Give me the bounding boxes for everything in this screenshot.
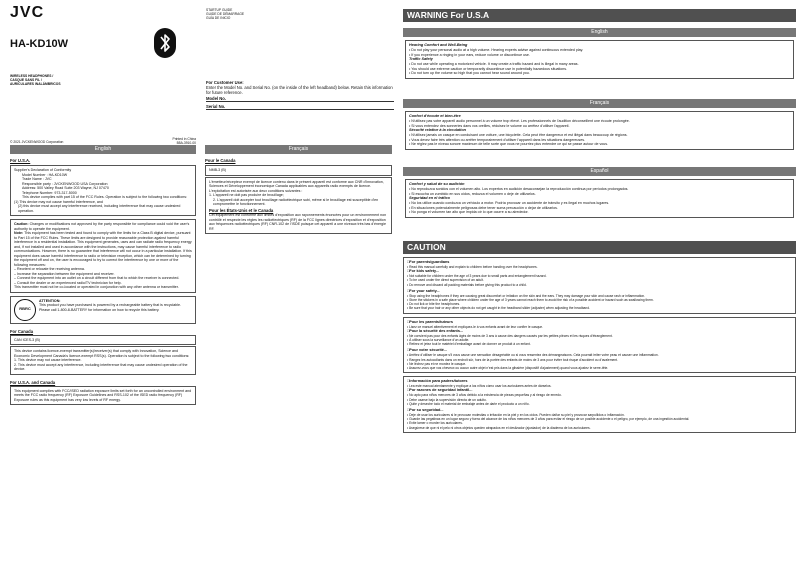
customer-use-text: Enter the Model No. and Serial No. (on the inside of the left headband) below. Retain this information for future reference. [206,85,393,95]
caution-title: CAUTION [403,241,796,254]
brand-logo: JVC [10,4,45,21]
english-column [10,158,196,405]
caution-box-fr: □Pour les parents/tuteurs • Lisez ce manuel attentivement et expliquez-le à vos enfants avant de leur confier le casque. □Pour la sécurité des enfants... • Ne convient pas pour des enfants âgés de moins de 3 ans à cause des dangers causés par les petites pièces et les risques d'étranglement. • À utiliser sous la surveillance d'un adulte. • Retirez et jetez tout le matériel d'emballage avant de donner ce produit à un enfant. □Pour votre sécurité... • Arrêtez d'utiliser le casque s'il vous cause une sensation désagréable ou si vous ressentez des démangeaisons. Cela pourrait irriter votre peau et causer une inflammation. • Rangez les autocollants dans un endroit sûr, hors de la portée des enfants de moins de 3 ans pour éviter tout risque d'accident ou d'avalement. • Ne léchez pas et ne mordez le casque. • Assurez-vous que vos cheveux ou aucun autre objet n'est pris dans la glissière (dispositif d'ajustement) quand vous ajustez le serre-tête. [403,317,796,374]
model-no-label: Model No. [206,96,394,102]
fr-usa-canada-heading: Pour les États-Unis et le Canada [209,207,274,213]
serial-no-label: Serial No. [206,104,394,110]
fr-canada-box: L'émetteur/récepteur exempt de licence contenu dans le présent appareil est conforme aux CNR d'Innovation, Sciences et Développement économique Canada applicables aux appareils radio exempts de licence. L'exploitation est autorisée aux deux conditions suivantes : 1. L'appareil ne doit pas produire de brouillage; 2. L'appareil doit accepter tout brouillage radioélectrique subi, même si le brouillage est susceptible d'en compromettre le fonctionnement. Pour les États-Unis et le Canada Cet équipement est conforme aux limites d'exposition aux rayonnements énoncées pour un environnement non contrôlé et respecte les règles les radioélectriques (RF) de la FCC lignes directrices d'exposition et d'exposition aux fréquences radioélectriques (RF) CNR-102 de l'ISDE puisque cet appareil a une niveaux très bas d'énergie RF. [205,177,392,235]
warning-english: English Hearing Comfort and Well-Being • Do not play your personal audio at a high volume. Hearing experts advise against continuous extended play. • If you experience a ringing in your ears, reduce volume or discontinue use. Traffic Safety • Do not use while operating a motorized vehicle. It may create a traffic hazard and is illegal in many areas. • You should use extreme caution or temporarily discontinue use in potentially hazardous situations. • Do not turn up the volume so high that you cannot hear sound around you. [403,28,796,79]
customer-use-title: For Customer Use: [206,80,244,85]
guide-lines: STARTUP GUIDE GUIDE DE DÉMARRAGE GUÍA DE INICIO [206,8,245,21]
french-column [205,158,392,234]
caution-body [403,257,796,433]
caution-box-en: □For parents/guardians • Read this manual carefully and explain to children before handing over the headphones. □For kids safety... • Not suitable for children under the age of 3 years due to small parts and entanglement hazard. • To be used under the direct supervision of an adult. • Do remove and discard all packing materials before giving this product to a child. □For your safety... • Stop using the headphones if they are causing great discomfort or irritation on the skin and the ears. They may damage your skin and cause rash or inflammation. • Store the stickers in a safe place where children under the age of 3 years cannot reach them to avoid the risk of a possible accident or hazard such as swallowing them. • Do not lick or bite the headphones. • Be sure that your hair or any other objects do not get caught in the headband slider (adjuster) when adjusting the headband. [403,257,796,314]
warning-french: Français Confort d'écoute et bien-être • N'utilisez pas votre appareil audio personnel à un volume trop élevé. Les professionnels de l'audition déconseillent une écoute prolongée. • Si vous entendez des sonneries dans vos oreilles, réduisez le volume ou arrêtez d'utiliser l'appareil. Sécurité relative à la circulation • N'utilisez jamais un casque en conduisant une voiture, une bicyclette. Cela peut être dangereux et est illégal dans beaucoup de régions. • Vous devez faire très attention ou arrêter temporairement d'utiliser l'appareil dans les situations dangereuses. • Ne réglez pas le niveau sonore maximum de telle sorte que vous ne pourriez plus entendre ce qui se passe autour de vous. [403,99,796,150]
fr-canada-heading: Pour le Canada [205,158,236,163]
printed-in: Printed in China B5A-3910-00 [172,137,196,146]
model-name: HA-KD10W [10,38,69,50]
copyright: © 2021 JVCKENWOOD Corporation [10,140,64,144]
usa-heading: For U.S.A. [10,158,31,163]
english-bar: English [10,145,196,154]
warning-title: WARNING For U.S.A [403,9,796,22]
ices-box: CAN ICES-3 (B) [10,335,196,346]
customer-use-box [206,80,394,110]
canada-heading: For Canada [10,328,34,334]
canada-box: This device contains licence-exempt transmitter(s)/receiver(s) that comply with Innovation, Science and Economic Development Canada's licence-exempt RSS(s). Operation is subject to the following two conditions: 1. This device may not cause interference. 2. This device must accept any interference, including interference that may cause undesired operation of the device. [10,346,196,375]
fcc-box: Supplier's Declaration of Conformity Model Number : HA-KD10W Trade Name : JVC Responsible party : JVCKENWOOD USA Corporation Address: 500 Valley Road Suite 203 Wayne, NJ 07470 Telephone Number: 973-317-5000 This device complies with part 15 of the FCC Rules. Operation is subject to the following two conditions: (1) This device may not cause harmful interference, and (2) this device must accept any interference received, including interference that may cause undesired operation. [10,165,196,216]
usa-canada-box: This equipment complies with FCC/ISED radiation exposure limits set forth for an uncontrolled environment and meets the FCC radio frequency (RF) Exposure Guidelines and RSS-102 of the ISED radio frequency (RF) Exposure rules as this equipment has very low levels of RF energy. [10,386,196,406]
nmb-box: NMB-3 (B) [205,165,392,176]
caution-note-box: Caution: Changes or modifications not approved by the party responsible for compliance could void the user's authority to operate the equipment. Note: This equipment has been tested and found to comply with the limits for a Class B digital device, pursuant to Part 15 of the FCC Rules. These limits are designed to provide reasonable protection against harmful interference in a residential installation. This equipment generates, uses and can radiate radio frequency energy and, if not installed and used in accordance with the instructions, may cause harmful interference to radio communications. However, there is no guarantee that interference will not occur in a particular installation. If this equipment does cause harmful interference to radio or television reception, which can be determined by turning the equipment off and on, the user is encouraged to try to correct the interference by one or more of the following measures: – Reorient or relocate the receiving antenna. – Increase the separation between the equipment and receiver. – Connect the equipment into an outlet on a circuit different from that to which the receiver is connected. – Consult the dealer or an experienced radio/TV technician for help. This transmitter must not be co-located or operated in conjunction with any other antenna or transmitter. [10,219,196,293]
warning-spanish: Español Confort y salud de su audición • No reproduzca sonidos con el volumen alto. Los expertos en audición desaconsejan la reproducción continua por períodos prolongados. • Si escucha un zumbido en sus oídos, reduzca el volumen o deje de utilizarlos. Seguridad en el tráfico • No los utilice cuando conduzca un vehículo a motor. Podría provocar un accidente de tránsito y es ilegal en muchos lugares. • En situaciones potencialmente peligrosas debe tener suma precaución o dejar de utilizarlos. • No ponga el volumen tan alto que impida oír lo que ocurre a su alrededor. [403,167,796,218]
product-lines: WIRELESS HEADPHONES / CASQUE SANS FIL / AURICULARES INALÁMBRICOS [10,74,61,87]
recycle-icon: RBRC [14,299,36,321]
caution-box-es: □Información para padres/tutores • Lea este manual atentamente y explique a los niños cómo usar los auriculares antes de dárselos. □Por razones de seguridad infantil... • No apto para niños menores de 3 años debido a la existencia de piezas pequeñas y al riesgo de enredo. • Debe usarse bajo la supervisión directa de un adulto. • Quite y deseche todo el material de embalaje antes de darle el producto a un niño. □Por su seguridad... • Deje de usar los auriculares si le provocan molestias o irritación en la piel y en los oídos. Pueden dañar su piel y provocar sarpullidos o inflamación. • Guarde las pegatinas en un lugar seguro y fuera del alcance de los niños menores de 3 años para evitar el riesgo de un posible accidente o el peligro, por ejemplo, de una ingestión accidental. • Evite lamer o morder los auriculares. • Asegúrese de que ni el pelo ni otros objetos queden atrapados en el deslizador (ajustador) de la diadema de los auriculares. [403,376,796,433]
usa-canada-heading: For U.S.A. and Canada [10,379,56,385]
bluetooth-icon [154,28,176,58]
french-bar: Français [205,145,392,154]
attention-box: RBRC ATTENTION: This product you have purchased is powered by a rechargeable battery that is recyclable. Please call 1-800-8-BATTERY for information on how to recycle this battery. [10,296,196,324]
